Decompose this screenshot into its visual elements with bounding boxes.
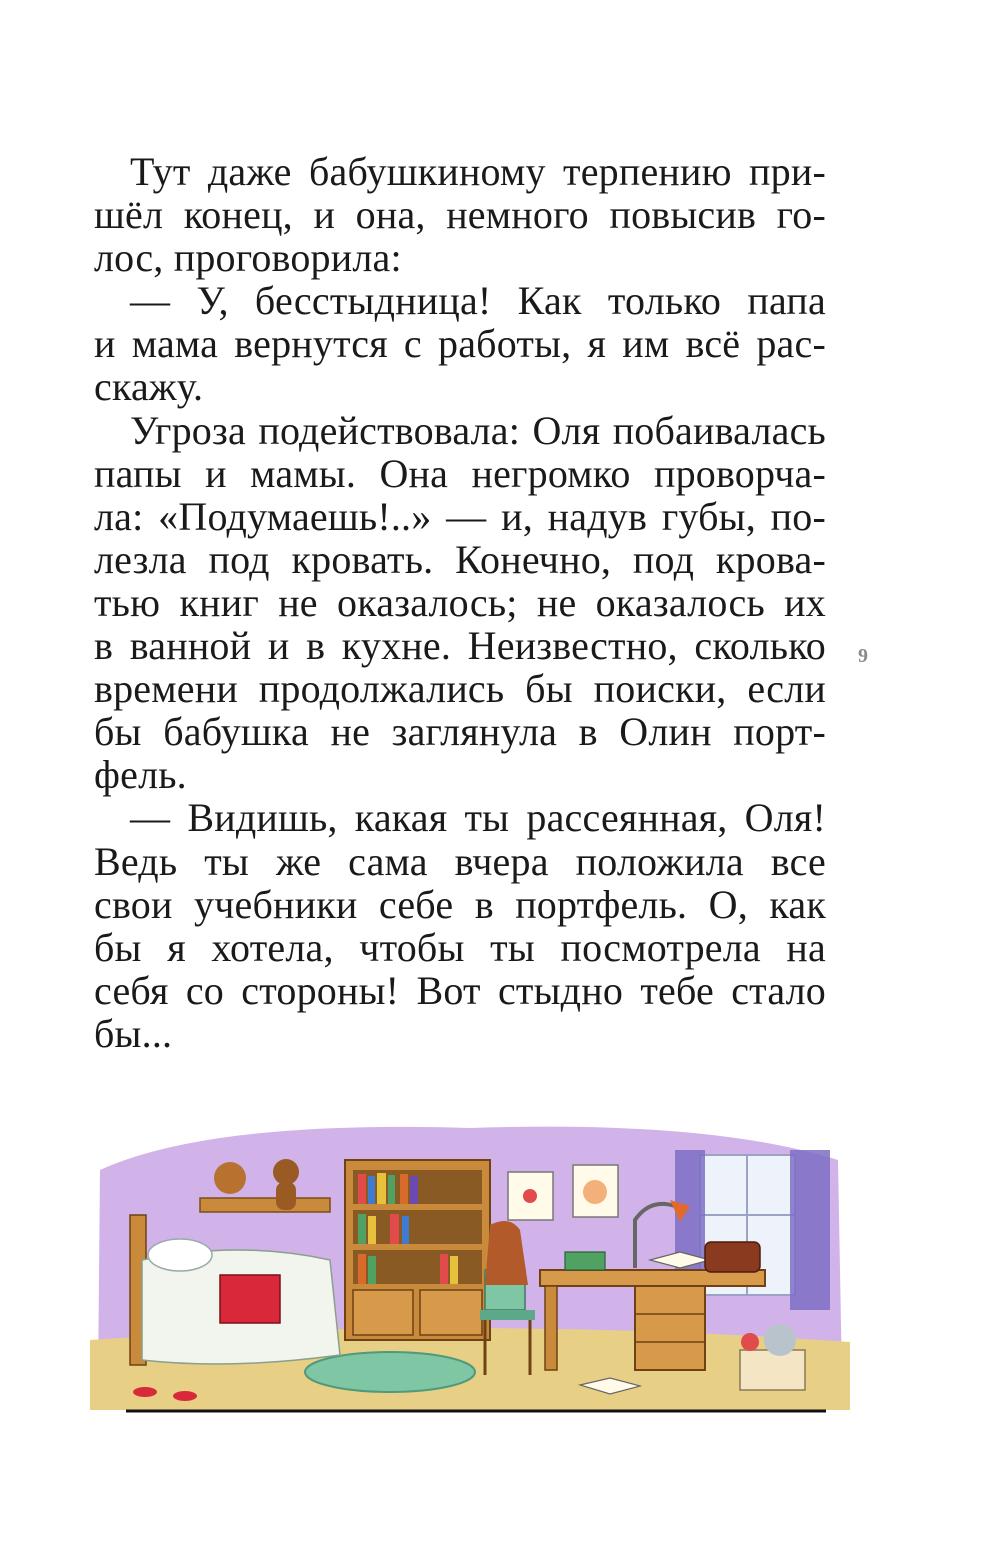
- text-line: свои учебники себе в портфель. О, как: [94, 881, 826, 927]
- desk-books: [565, 1252, 605, 1270]
- text-line: Ведь ты же сама вчера положила все: [94, 838, 826, 884]
- text-line: времени продолжались бы поиски, если: [94, 666, 826, 712]
- text-line: — Видишь, какая ты рассеянная, Оля!: [130, 795, 826, 841]
- teddy-bear: [214, 1162, 246, 1194]
- body-text: [94, 150, 826, 1055]
- text-line: — У, бесстыдница! Как только папа: [130, 278, 826, 324]
- desk-drawers: [635, 1286, 705, 1370]
- text-line: в ванной и в кухне. Неизвестно, сколько: [94, 623, 826, 669]
- wall-shelf: [200, 1198, 330, 1212]
- text-line: ла: «Подумаешь!..» — и, надув губы, по-: [94, 493, 826, 539]
- text-line: лезла под кровать. Конечно, под крова-: [94, 536, 826, 582]
- text-line: Угроза подействовала: Оля побаивалась: [130, 407, 826, 453]
- toy-box: [740, 1350, 805, 1390]
- pillow: [148, 1239, 212, 1271]
- rug: [305, 1352, 475, 1392]
- text-line: бы бабушка не заглянула в Олин порт-: [94, 709, 826, 755]
- text-line: шёл конец, и она, немного повысив го-: [94, 192, 826, 238]
- text-line: себя со стороны! Вот стыдно тебе стало: [94, 967, 826, 1013]
- slipper: [133, 1387, 157, 1397]
- text-line: папы и мамы. Она негромко проворча-: [94, 450, 826, 496]
- page-number: 9: [858, 645, 868, 667]
- text-line: бы...: [94, 1010, 173, 1056]
- toy-doll: [741, 1333, 759, 1351]
- blanket-patch: [220, 1275, 280, 1323]
- text-line: лос, проговорила:: [94, 235, 402, 281]
- text-line: бы я хотела, чтобы ты посмотрела на: [94, 924, 826, 970]
- text-line: Тут даже бабушкиному терпению при-: [130, 149, 826, 194]
- text-line: фель.: [94, 752, 187, 798]
- slipper: [173, 1391, 197, 1401]
- text-line: скажу.: [94, 364, 204, 410]
- text-line: и мама вернутся с работы, я им всё рас-: [94, 321, 826, 367]
- bedroom-illustration: [90, 1110, 850, 1420]
- toy-elephant: [764, 1324, 796, 1356]
- curtain-right: [790, 1150, 830, 1310]
- text-line: тью книг не оказалось; не оказалось их: [94, 579, 826, 625]
- briefcase: [705, 1242, 760, 1272]
- chair-seat: [480, 1310, 535, 1320]
